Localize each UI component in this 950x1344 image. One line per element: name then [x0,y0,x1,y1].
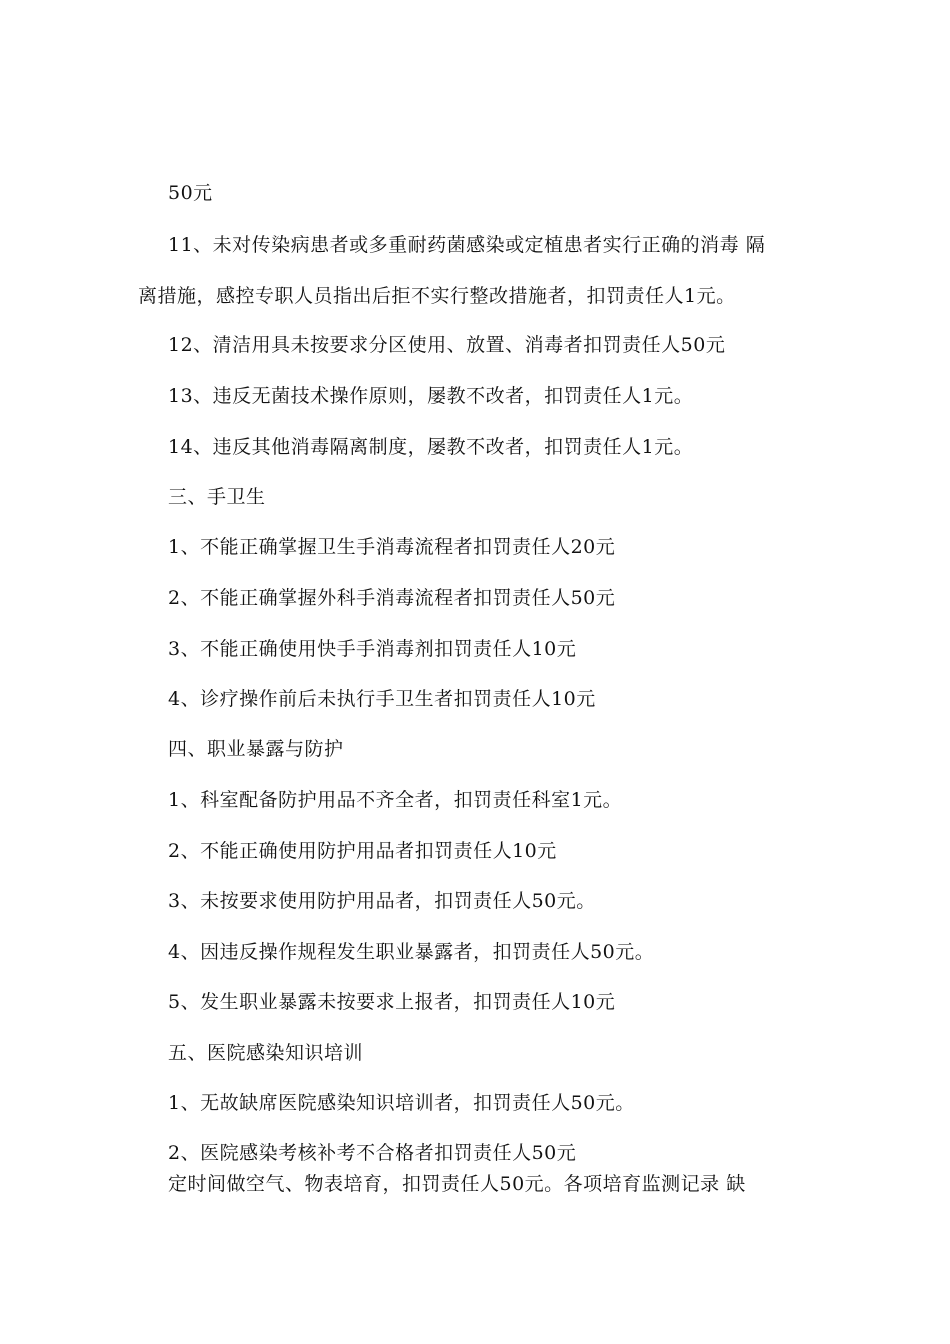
text-line: 定时间做空气、物表培育，扣罚责任人50元。各项培育监测记录 缺 [168,1173,746,1195]
text-line: 3、不能正确使用快手手消毒剂扣罚责任人10元 [168,638,577,660]
text-line: 14、违反其他消毒隔离制度，屡教不改者，扣罚责任人1元。 [168,436,694,458]
text-line: 2、医院感染考核补考不合格者扣罚责任人50元 [168,1142,577,1164]
text-line: 50元 [168,182,213,204]
text-line: 5、发生职业暴露未按要求上报者，扣罚责任人10元 [168,991,616,1013]
section-heading: 三、手卫生 [168,486,266,508]
text-line: 4、因违反操作规程发生职业暴露者，扣罚责任人50元。 [168,941,655,963]
text-line: 1、科室配备防护用品不齐全者，扣罚责任科室1元。 [168,789,623,811]
text-line: 2、不能正确掌握外科手消毒流程者扣罚责任人50元 [168,587,616,609]
text-line: 2、不能正确使用防护用品者扣罚责任人10元 [168,840,557,862]
text-line: 13、违反无菌技术操作原则，屡教不改者，扣罚责任人1元。 [168,385,694,407]
text-line: 4、诊疗操作前后未执行手卫生者扣罚责任人10元 [168,688,596,710]
text-line: 12、清洁用具未按要求分区使用、放置、消毒者扣罚责任人50元 [168,334,726,356]
text-line: 11、未对传染病患者或多重耐药菌感染或定植患者实行正确的消毒 隔 [168,234,766,256]
section-heading: 四、职业暴露与防护 [168,738,344,760]
text-line: 3、未按要求使用防护用品者，扣罚责任人50元。 [168,890,596,912]
text-line: 1、不能正确掌握卫生手消毒流程者扣罚责任人20元 [168,536,616,558]
section-heading: 五、医院感染知识培训 [168,1042,364,1064]
text-line: 离措施，感控专职人员指出后拒不实行整改措施者，扣罚责任人1元。 [138,285,736,307]
text-line: 1、无故缺席医院感染知识培训者，扣罚责任人50元。 [168,1092,635,1114]
